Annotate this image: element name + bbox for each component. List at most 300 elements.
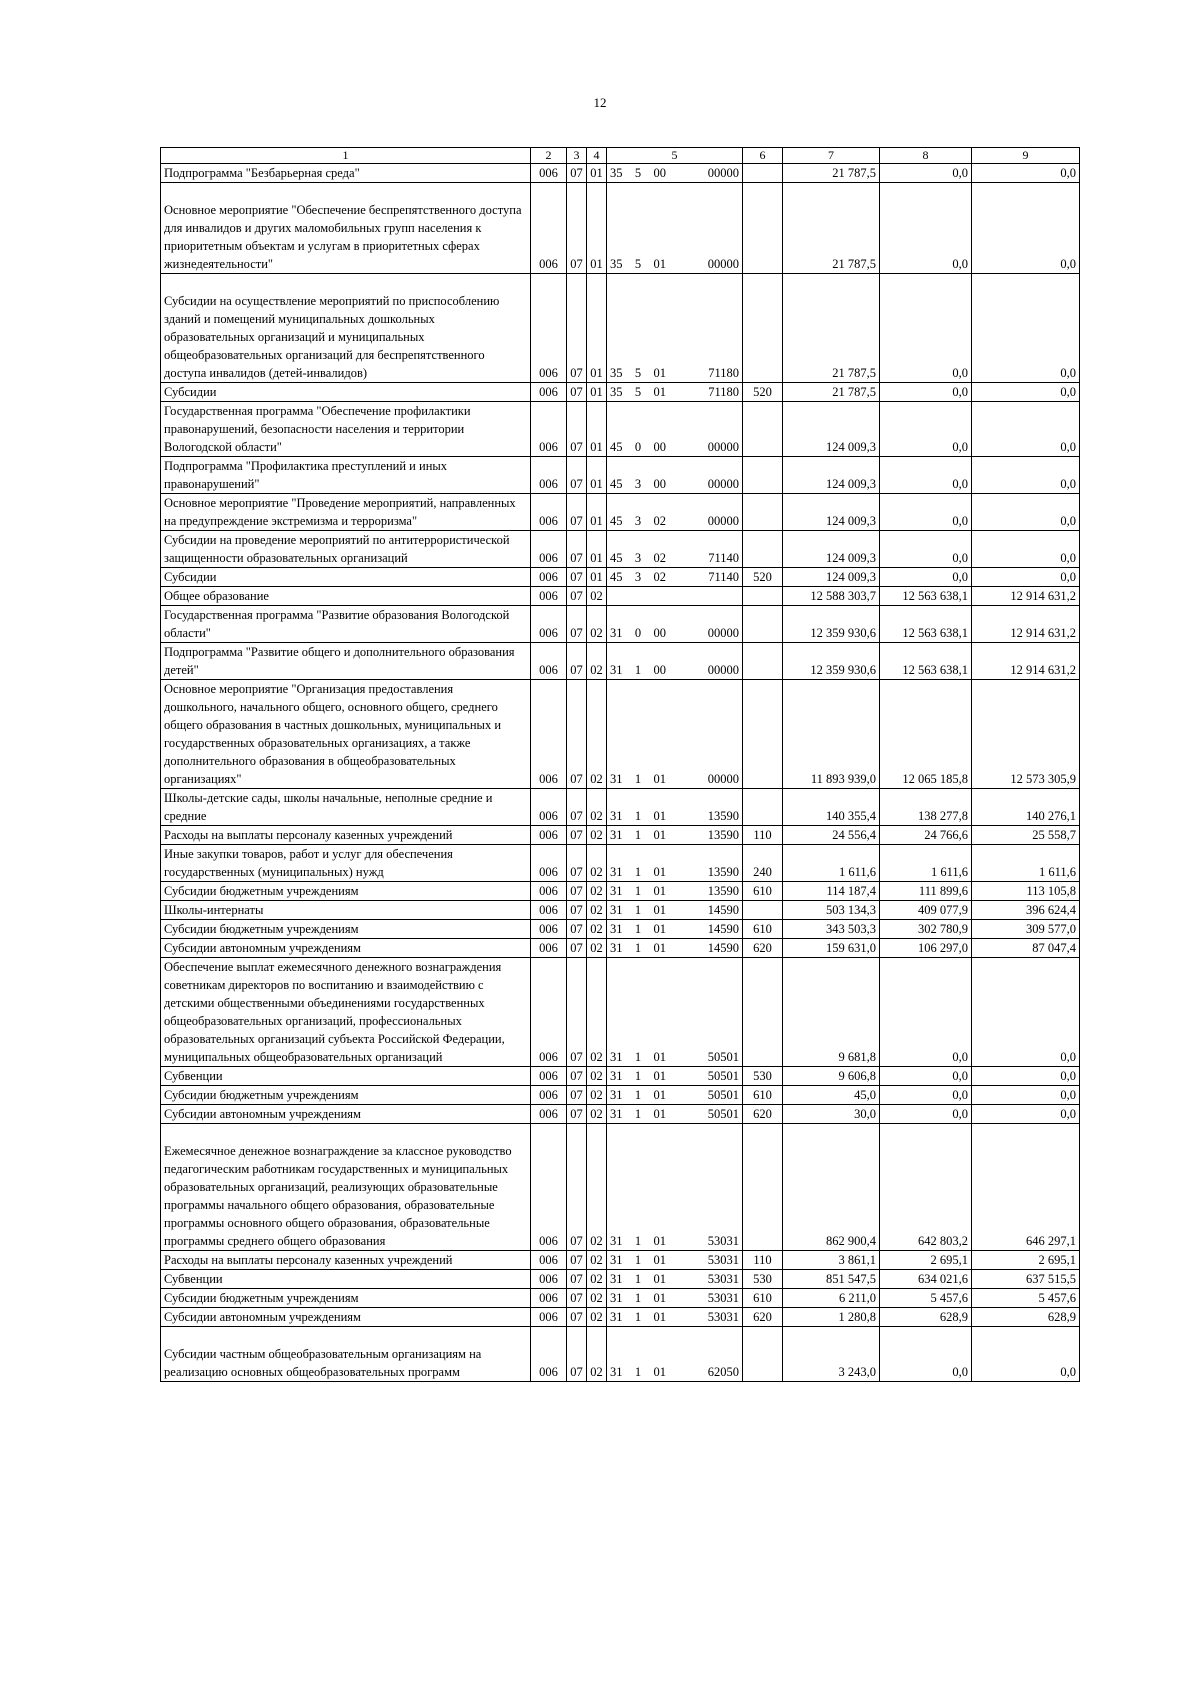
cell-grbs: 006 (531, 845, 567, 882)
article-subprogram: 5 (634, 385, 642, 399)
row-name (161, 1086, 531, 1105)
article-code: 50501 (707, 1088, 739, 1102)
row-name (161, 568, 531, 587)
table-row (161, 274, 1080, 383)
cell-sum-year2: 0,0 (880, 1105, 972, 1124)
article-event: 02 (653, 551, 666, 565)
cell-section: 07 (567, 845, 587, 882)
row-name-text: Школы-интернаты (164, 903, 264, 917)
cell-sum-year3: 25 558,7 (972, 826, 1080, 845)
row-name-text: Подпрограмма "Профилактика преступлений и иных правонарушений" (164, 459, 448, 491)
cell-expense-type (743, 494, 783, 531)
row-name-text: Обеспечение выплат ежемесячного денежного вознаграждения советникам директоров по воспитанию и взаимодействию с детскими общественными объединениями государственных общеобразовательных организаций, профессиональных образовательных организаций субъекта Российской Федерации, муниципальных общеобразовательных организаций (164, 960, 505, 1064)
article-program: 31 (610, 1365, 623, 1379)
header-cell: 4 (587, 148, 607, 164)
row-name-text: Субсидии бюджетным учреждениям (164, 1291, 359, 1305)
row-name-text: Государственная программа "Развитие образования Вологодской области" (164, 608, 510, 640)
cell-section: 07 (567, 183, 587, 274)
header-cell: 3 (567, 148, 587, 164)
cell-sum-year3: 396 624,4 (972, 901, 1080, 920)
row-name-text: Субсидии автономным учреждениям (164, 941, 361, 955)
cell-expense-type: 530 (743, 1067, 783, 1086)
cell-sum-year2: 302 780,9 (880, 920, 972, 939)
cell-sum-year3: 0,0 (972, 531, 1080, 568)
row-name (161, 1270, 531, 1289)
article-event: 01 (653, 1050, 666, 1064)
cell-target-article (607, 901, 743, 920)
article-event: 01 (653, 366, 666, 380)
cell-grbs: 006 (531, 1251, 567, 1270)
row-name-text: Субсидии бюджетным учреждениям (164, 884, 359, 898)
cell-expense-type: 620 (743, 1105, 783, 1124)
cell-sum-year2: 12 563 638,1 (880, 587, 972, 606)
table-row (161, 1327, 1080, 1382)
cell-section: 07 (567, 274, 587, 383)
article-code: 53031 (707, 1310, 739, 1324)
cell-sum-year1: 159 631,0 (783, 939, 880, 958)
article-code: 00000 (707, 626, 739, 640)
article-subprogram: 5 (634, 257, 642, 271)
row-name-text: Основное мероприятие "Обеспечение беспрепятственного доступа для инвалидов и других маломобильных групп населения к приоритетным объектам и услугам в приоритетных сферах жизнедеятельности" (164, 203, 522, 271)
row-name (161, 958, 531, 1067)
cell-grbs: 006 (531, 183, 567, 274)
article-program: 45 (610, 551, 623, 565)
article-subprogram: 1 (634, 1234, 642, 1248)
cell-sum-year1: 862 900,4 (783, 1124, 880, 1251)
cell-sum-year2: 642 803,2 (880, 1124, 972, 1251)
cell-sum-year2: 0,0 (880, 383, 972, 402)
cell-expense-type: 610 (743, 1289, 783, 1308)
article-event: 01 (653, 772, 666, 786)
article-code: 14590 (707, 922, 739, 936)
article-code: 53031 (707, 1272, 739, 1286)
cell-sum-year3: 628,9 (972, 1308, 1080, 1327)
cell-section: 07 (567, 568, 587, 587)
row-name-text: Основное мероприятие "Организация предоставления дошкольного, начального общего, основного общего, среднего общего образования в частных дошкольных, муниципальных и государственных образовательных организациях, а также дополнительного образования в общеобразовательных организациях" (164, 682, 502, 786)
page-number: 12 (593, 95, 607, 110)
table-row (161, 383, 1080, 402)
article-program: 31 (610, 884, 623, 898)
cell-subsection: 02 (587, 901, 607, 920)
cell-target-article (607, 1308, 743, 1327)
cell-section: 07 (567, 587, 587, 606)
cell-sum-year3: 0,0 (972, 402, 1080, 457)
article-subprogram: 1 (634, 884, 642, 898)
header-cell: 9 (972, 148, 1080, 164)
row-name (161, 901, 531, 920)
article-code: 00000 (707, 440, 739, 454)
cell-expense-type: 610 (743, 920, 783, 939)
article-code: 00000 (707, 166, 739, 180)
article-subprogram: 1 (634, 1365, 642, 1379)
cell-expense-type (743, 901, 783, 920)
cell-section: 07 (567, 1251, 587, 1270)
cell-subsection: 02 (587, 1086, 607, 1105)
row-name (161, 457, 531, 494)
table-row (161, 1124, 1080, 1251)
article-subprogram: 3 (634, 570, 642, 584)
cell-expense-type: 520 (743, 383, 783, 402)
article-event: 00 (653, 477, 666, 491)
row-name-text: Государственная программа "Обеспечение профилактики правонарушений, безопасности населения и территории Вологодской области" (164, 404, 471, 454)
cell-expense-type: 610 (743, 882, 783, 901)
table-row (161, 901, 1080, 920)
cell-subsection: 01 (587, 457, 607, 494)
article-event: 00 (653, 166, 666, 180)
cell-target-article (607, 845, 743, 882)
cell-target-article (607, 920, 743, 939)
cell-section: 07 (567, 1289, 587, 1308)
article-subprogram: 1 (634, 1291, 642, 1305)
row-name (161, 606, 531, 643)
cell-sum-year3: 0,0 (972, 1067, 1080, 1086)
cell-sum-year3: 2 695,1 (972, 1251, 1080, 1270)
cell-sum-year2: 0,0 (880, 494, 972, 531)
row-name-text: Субсидии частным общеобразовательным организациям на реализацию основных общеобразовательных программ (164, 1347, 482, 1379)
article-code: 62050 (707, 1365, 739, 1379)
cell-target-article (607, 587, 743, 606)
cell-sum-year1: 21 787,5 (783, 164, 880, 183)
article-subprogram: 1 (634, 1253, 642, 1267)
article-event: 01 (653, 903, 666, 917)
row-name (161, 402, 531, 457)
article-program: 31 (610, 626, 623, 640)
article-subprogram: 1 (634, 772, 642, 786)
cell-grbs: 006 (531, 1270, 567, 1289)
cell-grbs: 006 (531, 1124, 567, 1251)
cell-sum-year3: 0,0 (972, 494, 1080, 531)
cell-grbs: 006 (531, 402, 567, 457)
cell-target-article (607, 606, 743, 643)
cell-grbs: 006 (531, 1067, 567, 1086)
row-name (161, 845, 531, 882)
cell-sum-year2: 0,0 (880, 183, 972, 274)
cell-sum-year3: 0,0 (972, 457, 1080, 494)
cell-expense-type (743, 402, 783, 457)
row-spacer (164, 1327, 527, 1345)
cell-sum-year2: 0,0 (880, 1086, 972, 1105)
table-row (161, 1086, 1080, 1105)
article-event: 00 (653, 663, 666, 677)
article-event: 01 (653, 809, 666, 823)
cell-sum-year1: 124 009,3 (783, 402, 880, 457)
cell-section: 07 (567, 826, 587, 845)
cell-sum-year3: 12 573 305,9 (972, 680, 1080, 789)
row-name-text: Общее образование (164, 589, 269, 603)
row-name-text: Школы-детские сады, школы начальные, неполные средние и средние (164, 791, 493, 823)
article-subprogram: 1 (634, 903, 642, 917)
article-code: 14590 (707, 903, 739, 917)
cell-section: 07 (567, 882, 587, 901)
cell-target-article (607, 826, 743, 845)
cell-expense-type (743, 789, 783, 826)
article-code: 53031 (707, 1253, 739, 1267)
cell-expense-type (743, 457, 783, 494)
cell-subsection: 02 (587, 789, 607, 826)
article-program: 35 (610, 385, 623, 399)
cell-sum-year1: 1 280,8 (783, 1308, 880, 1327)
cell-sum-year1: 1 611,6 (783, 845, 880, 882)
cell-sum-year2: 2 695,1 (880, 1251, 972, 1270)
article-subprogram: 0 (634, 626, 642, 640)
cell-grbs: 006 (531, 1327, 567, 1382)
cell-sum-year2: 0,0 (880, 1067, 972, 1086)
row-name (161, 531, 531, 568)
cell-sum-year3: 0,0 (972, 383, 1080, 402)
table-row (161, 164, 1080, 183)
cell-section: 07 (567, 457, 587, 494)
row-name-text: Ежемесячное денежное вознаграждение за классное руководство педагогическим работникам государственных и муниципальных образовательных организаций, реализующих образовательные программы начального общего образования, образовательные программы основного общего образования, образовательные программы среднего общего образования (164, 1144, 512, 1248)
article-code: 13590 (707, 809, 739, 823)
row-name (161, 1105, 531, 1124)
cell-expense-type: 110 (743, 1251, 783, 1270)
article-event: 01 (653, 828, 666, 842)
article-program: 31 (610, 1291, 623, 1305)
article-program: 31 (610, 922, 623, 936)
article-subprogram: 1 (634, 663, 642, 677)
article-event: 01 (653, 922, 666, 936)
cell-sum-year2: 5 457,6 (880, 1289, 972, 1308)
row-name-text: Субсидии на проведение мероприятий по антитеррористической защищенности образовательных организаций (164, 533, 510, 565)
cell-sum-year2: 634 021,6 (880, 1270, 972, 1289)
cell-subsection: 02 (587, 958, 607, 1067)
article-subprogram: 3 (634, 551, 642, 565)
cell-sum-year2: 628,9 (880, 1308, 972, 1327)
table-row (161, 1289, 1080, 1308)
article-code: 00000 (707, 514, 739, 528)
cell-grbs: 006 (531, 901, 567, 920)
cell-sum-year2: 0,0 (880, 457, 972, 494)
article-event: 01 (653, 1272, 666, 1286)
cell-sum-year3: 0,0 (972, 164, 1080, 183)
article-program: 31 (610, 772, 623, 786)
cell-section: 07 (567, 789, 587, 826)
row-spacer (164, 1124, 527, 1142)
table-row (161, 531, 1080, 568)
article-program: 31 (610, 941, 623, 955)
cell-sum-year3: 12 914 631,2 (972, 606, 1080, 643)
cell-sum-year3: 0,0 (972, 1327, 1080, 1382)
article-subprogram: 1 (634, 941, 642, 955)
cell-sum-year1: 30,0 (783, 1105, 880, 1124)
article-program: 31 (610, 1234, 623, 1248)
cell-grbs: 006 (531, 587, 567, 606)
row-name-text: Иные закупки товаров, работ и услуг для обеспечения государственных (муниципальных) нужд (164, 847, 453, 879)
row-name-text: Субсидии (164, 385, 217, 399)
cell-sum-year2: 138 277,8 (880, 789, 972, 826)
row-name (161, 680, 531, 789)
cell-grbs: 006 (531, 789, 567, 826)
article-event: 01 (653, 1253, 666, 1267)
cell-target-article (607, 1067, 743, 1086)
cell-sum-year1: 11 893 939,0 (783, 680, 880, 789)
article-code: 00000 (707, 477, 739, 491)
article-program: 31 (610, 903, 623, 917)
cell-section: 07 (567, 402, 587, 457)
cell-expense-type: 530 (743, 1270, 783, 1289)
cell-sum-year1: 12 588 303,7 (783, 587, 880, 606)
header-cell: 5 (607, 148, 743, 164)
cell-target-article (607, 164, 743, 183)
article-code: 53031 (707, 1234, 739, 1248)
row-name (161, 183, 531, 274)
cell-target-article (607, 402, 743, 457)
cell-section: 07 (567, 606, 587, 643)
row-name-text: Подпрограмма "Развитие общего и дополнительного образования детей" (164, 645, 515, 677)
cell-sum-year1: 851 547,5 (783, 1270, 880, 1289)
cell-expense-type (743, 274, 783, 383)
cell-section: 07 (567, 1124, 587, 1251)
cell-sum-year3: 12 914 631,2 (972, 643, 1080, 680)
row-name (161, 789, 531, 826)
cell-sum-year3: 0,0 (972, 274, 1080, 383)
cell-sum-year1: 21 787,5 (783, 183, 880, 274)
row-name (161, 1067, 531, 1086)
cell-grbs: 006 (531, 680, 567, 789)
cell-sum-year3: 87 047,4 (972, 939, 1080, 958)
article-program: 31 (610, 828, 623, 842)
cell-expense-type (743, 183, 783, 274)
header-cell: 7 (783, 148, 880, 164)
article-subprogram: 1 (634, 1272, 642, 1286)
cell-sum-year2: 106 297,0 (880, 939, 972, 958)
cell-subsection: 02 (587, 1308, 607, 1327)
cell-target-article (607, 958, 743, 1067)
cell-sum-year1: 114 187,4 (783, 882, 880, 901)
row-name-text: Субсидии на осуществление мероприятий по приспособлению зданий и помещений муниципальных дошкольных образовательных организаций и муниципальных общеобразовательных организаций для беспрепятственного доступа инвалидов (детей-инвалидов) (164, 294, 500, 380)
cell-section: 07 (567, 494, 587, 531)
article-code: 00000 (707, 663, 739, 677)
cell-grbs: 006 (531, 643, 567, 680)
article-code: 50501 (707, 1107, 739, 1121)
cell-sum-year3: 113 105,8 (972, 882, 1080, 901)
cell-expense-type: 520 (743, 568, 783, 587)
article-code: 00000 (707, 257, 739, 271)
cell-subsection: 02 (587, 1289, 607, 1308)
article-event: 01 (653, 941, 666, 955)
cell-sum-year2: 0,0 (880, 274, 972, 383)
cell-sum-year3: 0,0 (972, 568, 1080, 587)
cell-target-article (607, 882, 743, 901)
row-name (161, 1289, 531, 1308)
table-row (161, 568, 1080, 587)
cell-sum-year1: 21 787,5 (783, 383, 880, 402)
article-program: 31 (610, 1069, 623, 1083)
cell-target-article (607, 183, 743, 274)
row-name (161, 939, 531, 958)
table-row (161, 494, 1080, 531)
cell-expense-type (743, 587, 783, 606)
cell-sum-year3: 1 611,6 (972, 845, 1080, 882)
cell-subsection: 02 (587, 845, 607, 882)
cell-expense-type (743, 164, 783, 183)
cell-sum-year3: 646 297,1 (972, 1124, 1080, 1251)
cell-subsection: 02 (587, 606, 607, 643)
cell-subsection: 01 (587, 274, 607, 383)
article-program: 31 (610, 865, 623, 879)
table-row (161, 606, 1080, 643)
cell-grbs: 006 (531, 1105, 567, 1124)
article-subprogram: 1 (634, 865, 642, 879)
cell-target-article (607, 643, 743, 680)
article-subprogram: 1 (634, 1107, 642, 1121)
cell-subsection: 02 (587, 939, 607, 958)
cell-expense-type (743, 606, 783, 643)
cell-grbs: 006 (531, 826, 567, 845)
cell-grbs: 006 (531, 164, 567, 183)
cell-section: 07 (567, 901, 587, 920)
cell-target-article (607, 274, 743, 383)
cell-subsection: 02 (587, 1124, 607, 1251)
article-code: 13590 (707, 828, 739, 842)
row-name (161, 920, 531, 939)
article-event: 01 (653, 257, 666, 271)
row-name (161, 164, 531, 183)
cell-grbs: 006 (531, 606, 567, 643)
row-spacer (164, 183, 527, 201)
cell-sum-year1: 9 606,8 (783, 1067, 880, 1086)
article-program: 31 (610, 1310, 623, 1324)
table-row (161, 1308, 1080, 1327)
cell-section: 07 (567, 643, 587, 680)
row-name (161, 274, 531, 383)
row-name (161, 1251, 531, 1270)
cell-subsection: 02 (587, 587, 607, 606)
cell-target-article (607, 1289, 743, 1308)
cell-grbs: 006 (531, 1086, 567, 1105)
cell-sum-year2: 0,0 (880, 958, 972, 1067)
cell-sum-year2: 1 611,6 (880, 845, 972, 882)
cell-sum-year1: 45,0 (783, 1086, 880, 1105)
article-subprogram: 1 (634, 922, 642, 936)
cell-expense-type (743, 643, 783, 680)
cell-sum-year2: 111 899,6 (880, 882, 972, 901)
cell-sum-year3: 5 457,6 (972, 1289, 1080, 1308)
cell-sum-year1: 124 009,3 (783, 531, 880, 568)
article-subprogram: 1 (634, 828, 642, 842)
table-row (161, 845, 1080, 882)
cell-target-article (607, 494, 743, 531)
article-event: 01 (653, 1365, 666, 1379)
table-row (161, 680, 1080, 789)
row-name-text: Субвенции (164, 1069, 223, 1083)
cell-target-article (607, 1327, 743, 1382)
article-code: 13590 (707, 865, 739, 879)
cell-expense-type: 620 (743, 1308, 783, 1327)
row-name-text: Основное мероприятие "Проведение мероприятий, направленных на предупреждение экстремизма и терроризма" (164, 496, 516, 528)
article-subprogram: 1 (634, 1310, 642, 1324)
cell-section: 07 (567, 1086, 587, 1105)
article-subprogram: 1 (634, 1050, 642, 1064)
cell-sum-year1: 3 243,0 (783, 1327, 880, 1382)
article-event: 01 (653, 884, 666, 898)
cell-subsection: 02 (587, 826, 607, 845)
cell-subsection: 01 (587, 402, 607, 457)
article-program: 35 (610, 166, 623, 180)
row-name (161, 826, 531, 845)
table-row (161, 457, 1080, 494)
cell-expense-type (743, 531, 783, 568)
cell-subsection: 02 (587, 1327, 607, 1382)
cell-grbs: 006 (531, 568, 567, 587)
article-code: 71180 (708, 385, 739, 399)
cell-expense-type: 110 (743, 826, 783, 845)
row-name (161, 643, 531, 680)
cell-section: 07 (567, 1327, 587, 1382)
cell-target-article (607, 457, 743, 494)
table-row (161, 402, 1080, 457)
article-subprogram: 1 (634, 1069, 642, 1083)
